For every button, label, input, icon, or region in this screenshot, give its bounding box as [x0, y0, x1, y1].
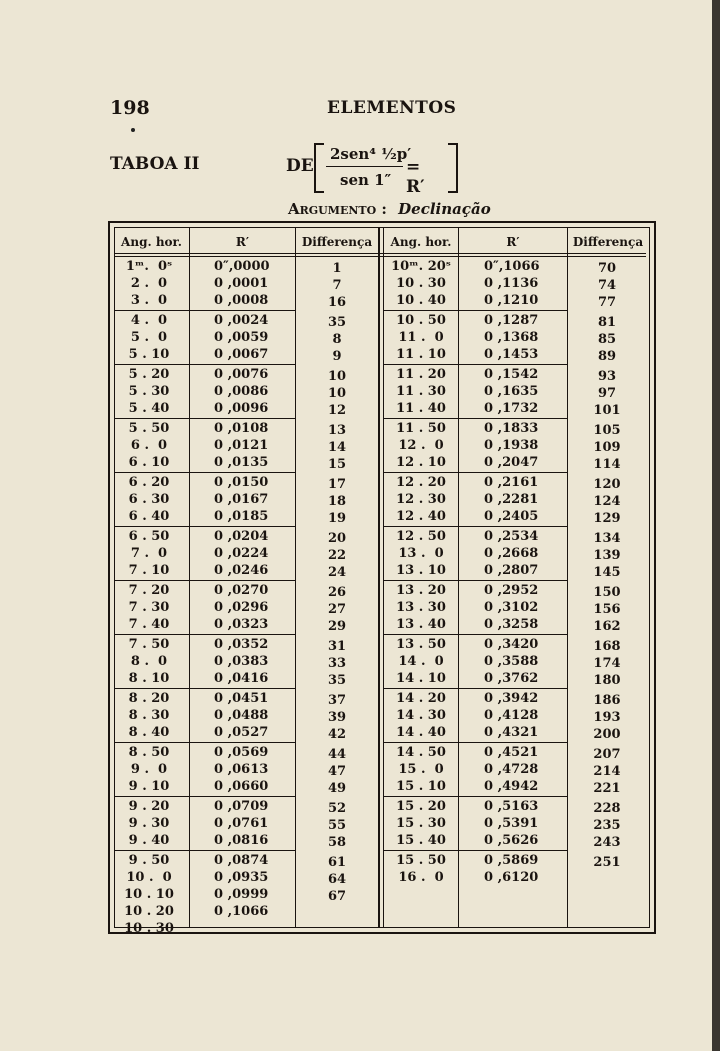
ang-hor-cell: 13 . 40	[396, 617, 446, 632]
difference-cell: 67	[327, 889, 347, 904]
ang-hor-cell: 8 . 10	[128, 671, 170, 686]
difference-cell: 47	[327, 764, 347, 779]
difference-cell: 20	[327, 531, 347, 546]
difference-cell: 58	[327, 835, 347, 850]
ang-hor-cell: 2 . 0	[130, 276, 168, 291]
r-value-cell: 0 ,1453	[484, 347, 539, 362]
col-header-ang-right: Ang. hor.	[390, 235, 452, 249]
r-value-cell: 0 ,2047	[484, 455, 539, 470]
group-rule	[190, 364, 295, 365]
ang-hor-cell: 12 . 10	[396, 455, 446, 470]
group-rule	[114, 364, 189, 365]
ang-hor-cell: 12 . 0	[398, 438, 444, 453]
difference-cell: 24	[327, 565, 347, 580]
group-rule	[114, 310, 189, 311]
r-value-cell: 0 ,1938	[484, 438, 539, 453]
ang-hor-cell: 10 . 30	[124, 921, 174, 936]
r-value-cell: 0 ,0059	[214, 330, 269, 345]
difference-cell: 10	[327, 386, 347, 401]
group-rule	[459, 472, 567, 473]
difference-cell: 27	[327, 602, 347, 617]
ang-hor-cell: 11 . 50	[396, 421, 446, 436]
difference-cell: 55	[327, 818, 347, 833]
group-rule	[459, 526, 567, 527]
group-rule	[190, 526, 295, 527]
group-rule	[459, 634, 567, 635]
r-value-cell: 0 ,3588	[484, 654, 539, 669]
group-rule	[384, 364, 458, 365]
group-rule	[459, 688, 567, 689]
page-edge	[712, 0, 720, 1051]
r-value-cell: 0 ,0135	[214, 455, 269, 470]
difference-cell: 200	[593, 727, 621, 742]
difference-cell: 44	[327, 747, 347, 762]
difference-cell: 42	[327, 727, 347, 742]
group-rule	[384, 634, 458, 635]
ang-hor-cell: 14 . 0	[398, 654, 444, 669]
ang-hor-cell: 7 . 50	[128, 637, 170, 652]
difference-cell: 18	[327, 494, 347, 509]
r-value-cell: 0 ,0935	[214, 870, 269, 885]
difference-cell: 29	[327, 619, 347, 634]
r-value-cell: 0 ,1635	[484, 384, 539, 399]
r-value-cell: 0 ,5163	[484, 799, 539, 814]
r-value-cell: 0 ,0383	[214, 654, 269, 669]
ang-hor-cell: 15 . 40	[396, 833, 446, 848]
group-rule	[384, 742, 458, 743]
difference-cell: 81	[597, 315, 617, 330]
col-header-r-right: R′	[506, 235, 520, 249]
r-value-cell: 0 ,0874	[214, 853, 269, 868]
ang-hor-cell: 14 . 30	[396, 708, 446, 723]
r-value-cell: 0 ,3258	[484, 617, 539, 632]
ang-hor-cell: 6 . 10	[128, 455, 170, 470]
group-rule	[384, 526, 458, 527]
ang-hor-cell: 5 . 20	[128, 367, 170, 382]
r-value-cell: 0 ,1136	[484, 276, 539, 291]
argument-line	[288, 200, 491, 218]
difference-cell: 37	[327, 693, 347, 708]
ang-hor-cell: 12 . 40	[396, 509, 446, 524]
difference-cell: 174	[593, 656, 621, 671]
r-value-cell: 0 ,0067	[214, 347, 269, 362]
difference-cell: 221	[593, 781, 621, 796]
r-value-cell: 0 ,0451	[214, 691, 269, 706]
ang-hor-cell: 11 . 10	[396, 347, 446, 362]
group-rule	[384, 418, 458, 419]
difference-cell: 150	[593, 585, 621, 600]
r-value-cell: 0 ,4728	[484, 762, 539, 777]
header-rule	[114, 253, 646, 254]
r-value-cell: 0 ,0660	[214, 779, 269, 794]
r-value-cell: 0 ,0999	[214, 887, 269, 902]
ang-hor-cell: 14 . 20	[396, 691, 446, 706]
ang-hor-cell: 15 . 20	[396, 799, 446, 814]
ang-hor-cell: 10 . 40	[396, 293, 446, 308]
difference-cell: 105	[593, 423, 621, 438]
difference-cell: 134	[593, 531, 621, 546]
r-value-cell: 0 ,0270	[214, 583, 269, 598]
difference-cell: 214	[593, 764, 621, 779]
argument-label: Argumento :	[288, 200, 387, 218]
ang-hor-cell: 10 . 30	[396, 276, 446, 291]
r-value-cell: 0 ,2405	[484, 509, 539, 524]
r-value-cell: 0 ,0416	[214, 671, 269, 686]
difference-cell: 61	[327, 855, 347, 870]
difference-cell: 180	[593, 673, 621, 688]
ang-hor-cell: 5 . 40	[128, 401, 170, 416]
header-rule	[114, 256, 646, 257]
ang-hor-cell: 6 . 40	[128, 509, 170, 524]
difference-cell: 26	[327, 585, 347, 600]
group-rule	[459, 310, 567, 311]
r-value-cell: 0 ,0150	[214, 475, 269, 490]
group-rule	[459, 418, 567, 419]
r-value-cell: 0 ,1368	[484, 330, 539, 345]
ang-hor-cell: 7 . 0	[130, 546, 168, 561]
difference-cell: 39	[327, 710, 347, 725]
ang-hor-cell: 9 . 40	[128, 833, 170, 848]
ang-hor-cell: 7 . 20	[128, 583, 170, 598]
difference-cell: 35	[327, 315, 347, 330]
r-value-cell: 0 ,5391	[484, 816, 539, 831]
ang-hor-cell: 9 . 50	[128, 853, 170, 868]
r-value-cell: 0 ,0185	[214, 509, 269, 524]
col-header-r-left: R′	[235, 235, 250, 249]
difference-cell: 13	[327, 423, 347, 438]
difference-cell: 109	[593, 440, 621, 455]
r-value-cell: 0 ,5869	[484, 853, 539, 868]
ang-hor-cell: 13 . 10	[396, 563, 446, 578]
group-rule	[459, 580, 567, 581]
ang-hor-cell: 8 . 40	[128, 725, 170, 740]
r-value-cell: 0 ,1066	[214, 904, 269, 919]
group-rule	[384, 850, 458, 851]
r-value-cell: 0 ,0096	[214, 401, 269, 416]
r-value-cell: 0 ,0224	[214, 546, 269, 561]
r-value-cell: 0 ,0204	[214, 529, 269, 544]
ang-hor-cell: 3 . 0	[130, 293, 168, 308]
group-rule	[190, 472, 295, 473]
ang-hor-cell: 12 . 50	[396, 529, 446, 544]
group-rule	[190, 688, 295, 689]
running-title: ELEMENTOS	[327, 98, 457, 118]
ang-hor-cell: 5 . 0	[130, 330, 168, 345]
r-value-cell: 0 ,0108	[214, 421, 269, 436]
group-rule	[190, 850, 295, 851]
col-rule-center	[378, 227, 380, 928]
difference-cell: 70	[597, 261, 617, 276]
difference-cell: 145	[593, 565, 621, 580]
group-rule	[384, 310, 458, 311]
difference-cell: 22	[327, 548, 347, 563]
group-rule	[190, 796, 295, 797]
group-rule	[459, 796, 567, 797]
difference-cell: 19	[327, 511, 347, 526]
r-value-cell: 0 ,0246	[214, 563, 269, 578]
ang-hor-cell: 10ᵐ. 20ˢ	[391, 259, 451, 274]
ang-hor-cell: 14 . 50	[396, 745, 446, 760]
ang-hor-cell: 9 . 0	[130, 762, 168, 777]
ang-hor-cell: 14 . 40	[396, 725, 446, 740]
group-rule	[190, 580, 295, 581]
r-value-cell: 0 ,2161	[484, 475, 539, 490]
group-rule	[459, 742, 567, 743]
r-value-cell: 0 ,1210	[484, 293, 539, 308]
group-rule	[114, 418, 189, 419]
ang-hor-cell: 9 . 30	[128, 816, 170, 831]
r-value-cell: 0 ,0527	[214, 725, 269, 740]
difference-cell: 33	[327, 656, 347, 671]
difference-cell: 139	[593, 548, 621, 563]
difference-cell: 228	[593, 801, 621, 816]
ang-hor-cell: 8 . 0	[130, 654, 168, 669]
ang-hor-cell: 15 . 0	[398, 762, 444, 777]
difference-cell: 162	[593, 619, 621, 634]
difference-cell: 89	[597, 349, 617, 364]
ang-hor-cell: 6 . 30	[128, 492, 170, 507]
ang-hor-cell: 12 . 30	[396, 492, 446, 507]
table-label: TABOA II	[110, 154, 200, 174]
ang-hor-cell: 4 . 0	[130, 313, 168, 328]
difference-cell: 101	[593, 403, 621, 418]
formula-numerator: 2sen⁴ ½p′	[330, 145, 412, 163]
ang-hor-cell: 5 . 50	[128, 421, 170, 436]
r-value-cell: 0 ,0709	[214, 799, 269, 814]
difference-cell: 85	[597, 332, 617, 347]
r-value-cell: 0 ,1833	[484, 421, 539, 436]
r-value-cell: 0 ,1732	[484, 401, 539, 416]
r-value-cell: 0 ,0167	[214, 492, 269, 507]
difference-cell: 251	[593, 855, 621, 870]
ang-hor-cell: 13 . 0	[398, 546, 444, 561]
difference-cell: 207	[593, 747, 621, 762]
r-value-cell: 0 ,0296	[214, 600, 269, 615]
group-rule	[114, 526, 189, 527]
ang-hor-cell: 15 . 30	[396, 816, 446, 831]
ang-hor-cell: 11 . 0	[398, 330, 444, 345]
r-value-cell: 0 ,0076	[214, 367, 269, 382]
r-value-cell: 0 ,0024	[214, 313, 269, 328]
difference-cell: 52	[327, 801, 347, 816]
ang-hor-cell: 13 . 30	[396, 600, 446, 615]
ang-hor-cell: 6 . 0	[130, 438, 168, 453]
ang-hor-cell: 8 . 20	[128, 691, 170, 706]
r-value-cell: 0 ,4128	[484, 708, 539, 723]
difference-cell: 124	[593, 494, 621, 509]
r-value-cell: 0 ,0761	[214, 816, 269, 831]
difference-cell: 114	[593, 457, 621, 472]
difference-cell: 97	[597, 386, 617, 401]
group-rule	[190, 310, 295, 311]
ang-hor-cell: 8 . 50	[128, 745, 170, 760]
difference-cell: 77	[597, 295, 617, 310]
difference-cell: 156	[593, 602, 621, 617]
difference-cell: 10	[327, 369, 347, 384]
r-value-cell: 0 ,2534	[484, 529, 539, 544]
ang-hor-cell: 5 . 10	[128, 347, 170, 362]
group-rule	[190, 634, 295, 635]
difference-cell: 12	[327, 403, 347, 418]
ang-hor-cell: 10 . 0	[126, 870, 172, 885]
group-rule	[459, 364, 567, 365]
col-rule	[189, 227, 190, 928]
r-value-cell: 0 ,2281	[484, 492, 539, 507]
r-value-cell: 0 ,4942	[484, 779, 539, 794]
ang-hor-cell: 9 . 20	[128, 799, 170, 814]
ang-hor-cell: 12 . 20	[396, 475, 446, 490]
r-value-cell: 0 ,0352	[214, 637, 269, 652]
page-number: 198	[110, 97, 150, 119]
r-value-cell: 0 ,0121	[214, 438, 269, 453]
ang-hor-cell: 16 . 0	[398, 870, 444, 885]
r-value-cell: 0 ,0569	[214, 745, 269, 760]
difference-cell: 16	[327, 295, 347, 310]
r-value-cell: 0 ,6120	[484, 870, 539, 885]
group-rule	[384, 472, 458, 473]
ang-hor-cell: 7 . 10	[128, 563, 170, 578]
difference-cell: 193	[593, 710, 621, 725]
difference-cell: 64	[327, 872, 347, 887]
ang-hor-cell: 10 . 50	[396, 313, 446, 328]
group-rule	[114, 742, 189, 743]
r-value-cell: 0 ,2668	[484, 546, 539, 561]
difference-cell: 235	[593, 818, 621, 833]
ang-hor-cell: 14 . 10	[396, 671, 446, 686]
difference-cell: 7	[332, 278, 342, 293]
col-header-diff-right: Differença	[572, 235, 644, 249]
r-value-cell: 0 ,0086	[214, 384, 269, 399]
r-value-cell: 0 ,3942	[484, 691, 539, 706]
difference-cell: 49	[327, 781, 347, 796]
difference-cell: 74	[597, 278, 617, 293]
ang-hor-cell: 1ᵐ. 0ˢ	[125, 259, 173, 274]
difference-cell: 186	[593, 693, 621, 708]
ang-hor-cell: 6 . 20	[128, 475, 170, 490]
group-rule	[114, 796, 189, 797]
r-value-cell: 0 ,0001	[214, 276, 269, 291]
r-value-cell: 0 ,0008	[214, 293, 269, 308]
group-rule	[190, 742, 295, 743]
group-rule	[384, 796, 458, 797]
difference-cell: 120	[593, 477, 621, 492]
r-value-cell: 0 ,3102	[484, 600, 539, 615]
argument-value: Declinação	[398, 200, 491, 218]
ang-hor-cell: 6 . 50	[128, 529, 170, 544]
r-value-cell: 0″,0000	[214, 259, 270, 274]
difference-cell: 14	[327, 440, 347, 455]
difference-cell: 9	[332, 349, 342, 364]
col-rule	[458, 227, 459, 928]
ang-hor-cell: 11 . 20	[396, 367, 446, 382]
difference-cell: 35	[327, 673, 347, 688]
difference-cell: 31	[327, 639, 347, 654]
ang-hor-cell: 13 . 50	[396, 637, 446, 652]
difference-cell: 243	[593, 835, 621, 850]
difference-cell: 8	[332, 332, 342, 347]
r-value-cell: 0 ,3762	[484, 671, 539, 686]
group-rule	[114, 850, 189, 851]
group-rule	[459, 850, 567, 851]
ang-hor-cell: 8 . 30	[128, 708, 170, 723]
fraction-bar	[326, 166, 403, 167]
ang-hor-cell: 11 . 40	[396, 401, 446, 416]
formula-denominator: sen 1″	[340, 171, 392, 189]
r-value-cell: 0 ,2952	[484, 583, 539, 598]
ang-hor-cell: 7 . 30	[128, 600, 170, 615]
r-value-cell: 0 ,3420	[484, 637, 539, 652]
difference-cell: 93	[597, 369, 617, 384]
group-rule	[384, 688, 458, 689]
r-value-cell: 0 ,1287	[484, 313, 539, 328]
group-rule	[114, 634, 189, 635]
difference-cell: 15	[327, 457, 347, 472]
difference-cell: 1	[332, 261, 342, 276]
group-rule	[384, 580, 458, 581]
r-value-cell: 0″,1066	[484, 259, 540, 274]
ang-hor-cell: 9 . 10	[128, 779, 170, 794]
r-value-cell: 0 ,0816	[214, 833, 269, 848]
group-rule	[114, 580, 189, 581]
group-rule	[114, 688, 189, 689]
ang-hor-cell: 7 . 40	[128, 617, 170, 632]
ang-hor-cell: 15 . 10	[396, 779, 446, 794]
difference-cell: 168	[593, 639, 621, 654]
r-value-cell: 0 ,2807	[484, 563, 539, 578]
ang-hor-cell: 10 . 10	[124, 887, 174, 902]
r-value-cell: 0 ,0613	[214, 762, 269, 777]
group-rule	[114, 472, 189, 473]
r-value-cell: 0 ,1542	[484, 367, 539, 382]
r-value-cell: 0 ,0323	[214, 617, 269, 632]
ang-hor-cell: 10 . 20	[124, 904, 174, 919]
ang-hor-cell: 5 . 30	[128, 384, 170, 399]
right-bracket	[448, 143, 458, 193]
ang-hor-cell: 15 . 50	[396, 853, 446, 868]
r-value-cell: 0 ,4521	[484, 745, 539, 760]
difference-cell: 17	[327, 477, 347, 492]
left-bracket	[314, 143, 324, 193]
r-value-cell: 0 ,5626	[484, 833, 539, 848]
r-value-cell: 0 ,4321	[484, 725, 539, 740]
ink-mark	[131, 128, 135, 132]
difference-cell: 129	[593, 511, 621, 526]
ang-hor-cell: 11 . 30	[396, 384, 446, 399]
col-header-diff-left: Differença	[301, 235, 373, 249]
formula-rhs: = R′	[406, 157, 425, 197]
group-rule	[190, 418, 295, 419]
formula-prefix: DE	[286, 156, 314, 176]
col-header-ang-left: Ang. hor.	[121, 235, 182, 249]
r-value-cell: 0 ,0488	[214, 708, 269, 723]
ang-hor-cell: 13 . 20	[396, 583, 446, 598]
